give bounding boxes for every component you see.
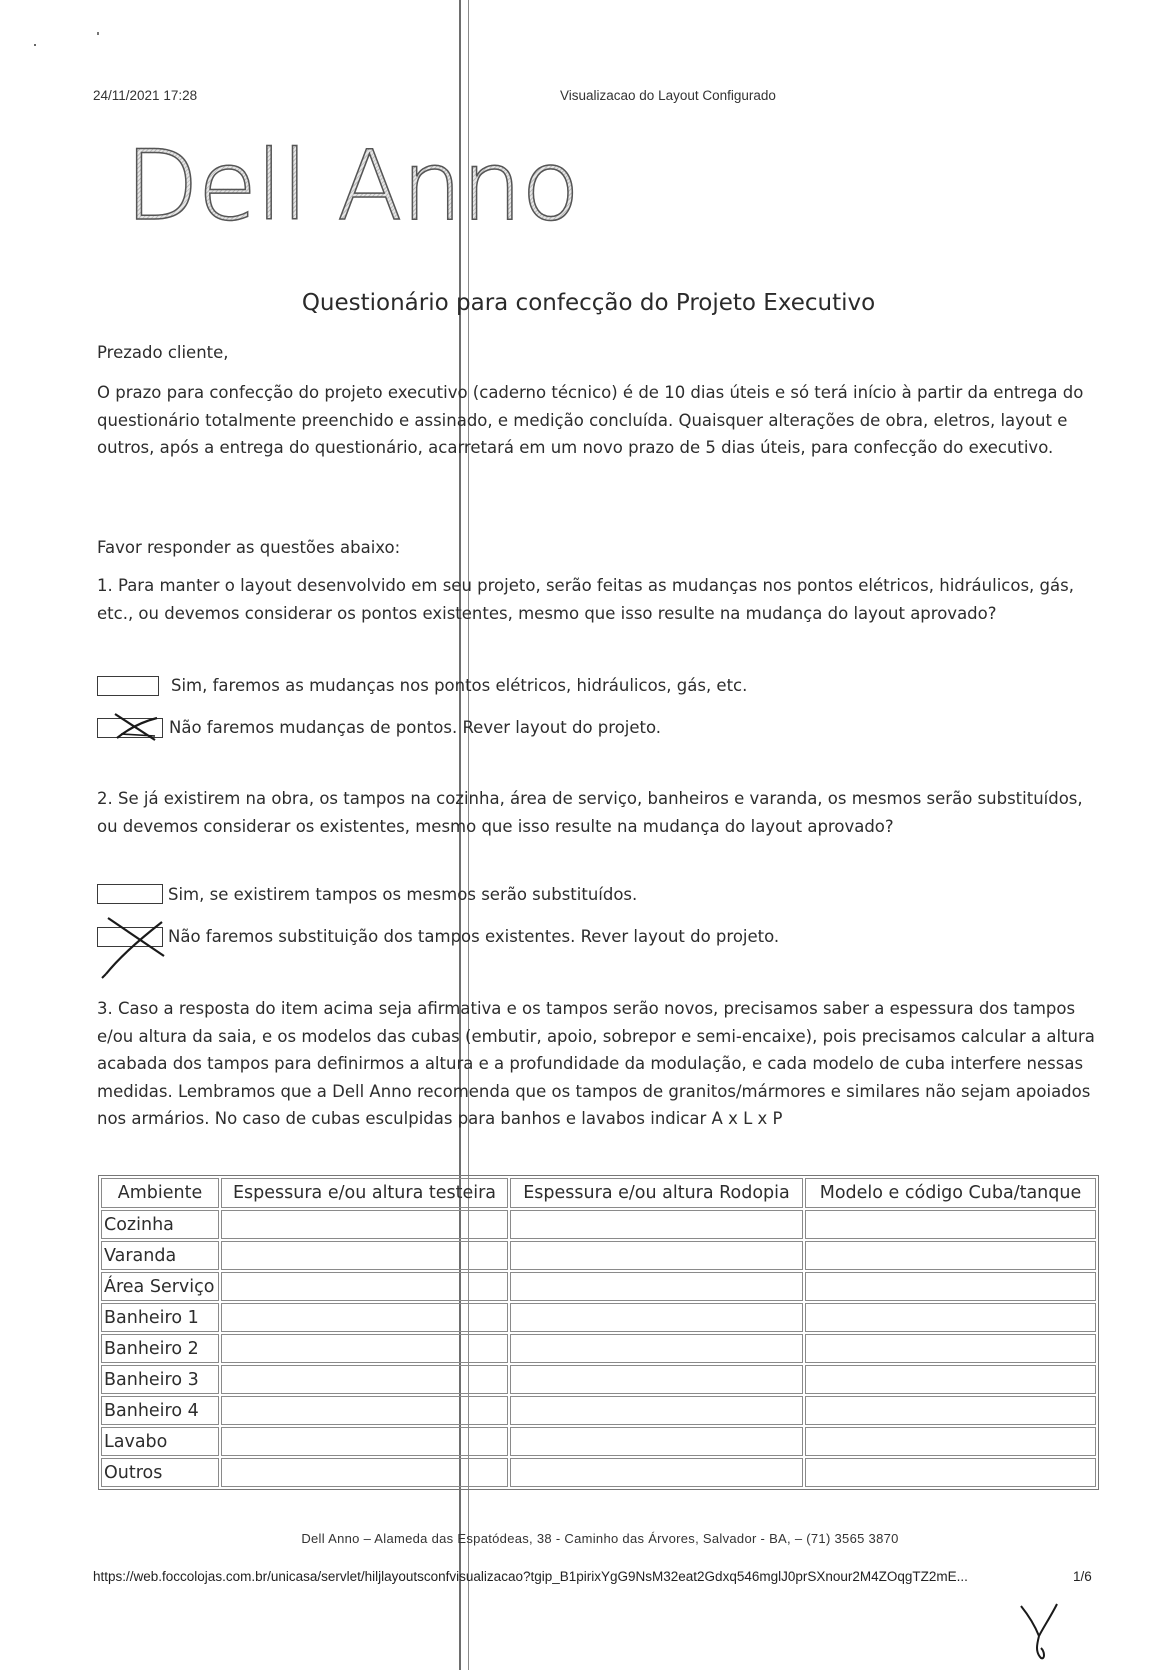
ambiente-cell: Área Serviço xyxy=(101,1272,219,1301)
rodopia-cell[interactable] xyxy=(510,1272,803,1301)
q2-handwritten-check-mark xyxy=(92,912,174,982)
ambiente-cell: Banheiro 2 xyxy=(101,1334,219,1363)
rodopia-cell[interactable] xyxy=(510,1365,803,1394)
page-number: 1/6 xyxy=(1073,1569,1092,1584)
q2-checkbox-yes[interactable] xyxy=(97,884,163,904)
q1-checkbox-yes[interactable] xyxy=(97,676,159,696)
q1-option-yes-label: Sim, faremos as mudanças nos pontos elétricos, hidráulicos, gás, etc. xyxy=(171,676,748,695)
cuba-cell[interactable] xyxy=(805,1334,1096,1363)
table-row xyxy=(101,1210,1096,1239)
q2-option-no-label: Não faremos substituição dos tampos existentes. Rever layout do projeto. xyxy=(168,927,780,946)
dell-anno-logo: Dell Anno xyxy=(125,130,579,242)
testeira-cell[interactable] xyxy=(221,1241,508,1270)
cuba-cell[interactable] xyxy=(805,1272,1096,1301)
rodopia-cell[interactable] xyxy=(510,1427,803,1456)
testeira-cell[interactable] xyxy=(221,1272,508,1301)
testeira-cell[interactable] xyxy=(221,1458,508,1487)
q2-option-yes-label: Sim, se existirem tampos os mesmos serão substituídos. xyxy=(168,885,638,904)
q1-option-no-label: Não faremos mudanças de pontos. Rever layout do projeto. xyxy=(169,718,662,737)
table-header-row xyxy=(101,1178,1096,1208)
column-header-cuba: Modelo e código Cuba/tanque xyxy=(805,1178,1096,1208)
scan-speck xyxy=(34,44,36,46)
table-row xyxy=(101,1272,1096,1301)
cuba-cell[interactable] xyxy=(805,1427,1096,1456)
handwritten-initial-signature xyxy=(1015,1600,1065,1662)
print-datetime: 24/11/2021 17:28 xyxy=(93,88,198,103)
table-row xyxy=(101,1334,1096,1363)
testeira-cell[interactable] xyxy=(221,1210,508,1239)
testeira-cell[interactable] xyxy=(221,1365,508,1394)
rodopia-cell[interactable] xyxy=(510,1396,803,1425)
table-row xyxy=(101,1427,1096,1456)
rodopia-cell[interactable] xyxy=(510,1303,803,1332)
table-row xyxy=(101,1458,1096,1487)
cuba-cell[interactable] xyxy=(805,1210,1096,1239)
column-header-rodopia: Espessura e/ou altura Rodopia xyxy=(510,1178,803,1208)
greeting: Prezado cliente, xyxy=(97,343,229,362)
cuba-cell[interactable] xyxy=(805,1241,1096,1270)
print-header-title: Visualizacao do Layout Configurado xyxy=(560,88,776,103)
ambiente-cell: Varanda xyxy=(101,1241,219,1270)
testeira-cell[interactable] xyxy=(221,1334,508,1363)
cuba-cell[interactable] xyxy=(805,1396,1096,1425)
ambiente-cell: Cozinha xyxy=(101,1210,219,1239)
cuba-cell[interactable] xyxy=(805,1365,1096,1394)
footer-address: Dell Anno – Alameda das Espatódeas, 38 - Caminho das Árvores, Salvador - BA, – (71) 3565 3870 xyxy=(301,1531,899,1546)
ambientes-table xyxy=(98,1175,1099,1490)
testeira-cell[interactable] xyxy=(221,1303,508,1332)
table-row xyxy=(101,1303,1096,1332)
ambientes-table-wrapper xyxy=(98,1175,1099,1490)
rodopia-cell[interactable] xyxy=(510,1334,803,1363)
table-row xyxy=(101,1241,1096,1270)
ambiente-cell: Banheiro 1 xyxy=(101,1303,219,1332)
column-header-ambiente: Ambiente xyxy=(101,1178,219,1208)
question-1-text: 1. Para manter o layout desenvolvido em seu projeto, serão feitas as mudanças nos pontos elétricos, hidráulicos, gás, etc., ou devemos considerar os pontos existentes, mesmo que isso resulte na mudança do layout aprovado? xyxy=(97,576,1074,623)
question-2-text: 2. Se já existirem na obra, os tampos na cozinha, área de serviço, banheiros e varanda, os mesmos serão substituídos, ou devemos considerar os existentes, mesmo que isso resulte na mudança do layout aprovado? xyxy=(97,789,1083,836)
table-row xyxy=(101,1365,1096,1394)
rodopia-cell[interactable] xyxy=(510,1241,803,1270)
scan-speck xyxy=(97,32,99,35)
testeira-cell[interactable] xyxy=(221,1427,508,1456)
cuba-cell[interactable] xyxy=(805,1303,1096,1332)
ambiente-cell: Banheiro 3 xyxy=(101,1365,219,1394)
column-header-testeira: Espessura e/ou altura testeira xyxy=(221,1178,508,1208)
rodopia-cell[interactable] xyxy=(510,1210,803,1239)
table-row xyxy=(101,1396,1096,1425)
cuba-cell[interactable] xyxy=(805,1458,1096,1487)
ambiente-cell: Banheiro 4 xyxy=(101,1396,219,1425)
ambiente-cell: Outros xyxy=(101,1458,219,1487)
testeira-cell[interactable] xyxy=(221,1396,508,1425)
instructions: Favor responder as questões abaixo: xyxy=(97,538,401,557)
q1-handwritten-check-mark xyxy=(97,708,169,744)
document-title: Questionário para confecção do Projeto Executivo xyxy=(301,290,876,316)
rodopia-cell[interactable] xyxy=(510,1458,803,1487)
ambiente-cell: Lavabo xyxy=(101,1427,219,1456)
question-3-text: 3. Caso a resposta do item acima seja afirmativa e os tampos serão novos, precisamos saber a espessura dos tampos e/ou altura da saia, e os modelos das cubas (embutir, apoio, sobrepor e semi-encaixe), pois precisamos calcular a altura acabada dos tampos para definirmos a altura e a profundidade da modulação, e cada modelo de cuba interfere nessas medidas. Lembramos que a Dell Anno recomenda que os tampos de granitos/mármores e similares não sejam apoiados nos armários. No caso de cubas esculpidas para banhos e lavabos indicar A x L x P xyxy=(97,999,1095,1128)
intro-paragraph: O prazo para confecção do projeto executivo (caderno técnico) é de 10 dias úteis e só terá início à partir da entrega do questionário totalmente preenchido e assinado, e medição concluída. Quaisquer alterações de obra, eletros, layout e outros, após a entrega do questionário, acarretará em um novo prazo de 5 dias úteis, para confecção do executivo. xyxy=(97,383,1084,457)
footer-url: https://web.foccolojas.com.br/unicasa/servlet/hiljlayoutsconfvisualizacao?tgip_B1pirixYgG9NsM32eat2Gdxq546mglJ0prSXnour2M4ZOqgTZ2mE... xyxy=(93,1569,968,1584)
